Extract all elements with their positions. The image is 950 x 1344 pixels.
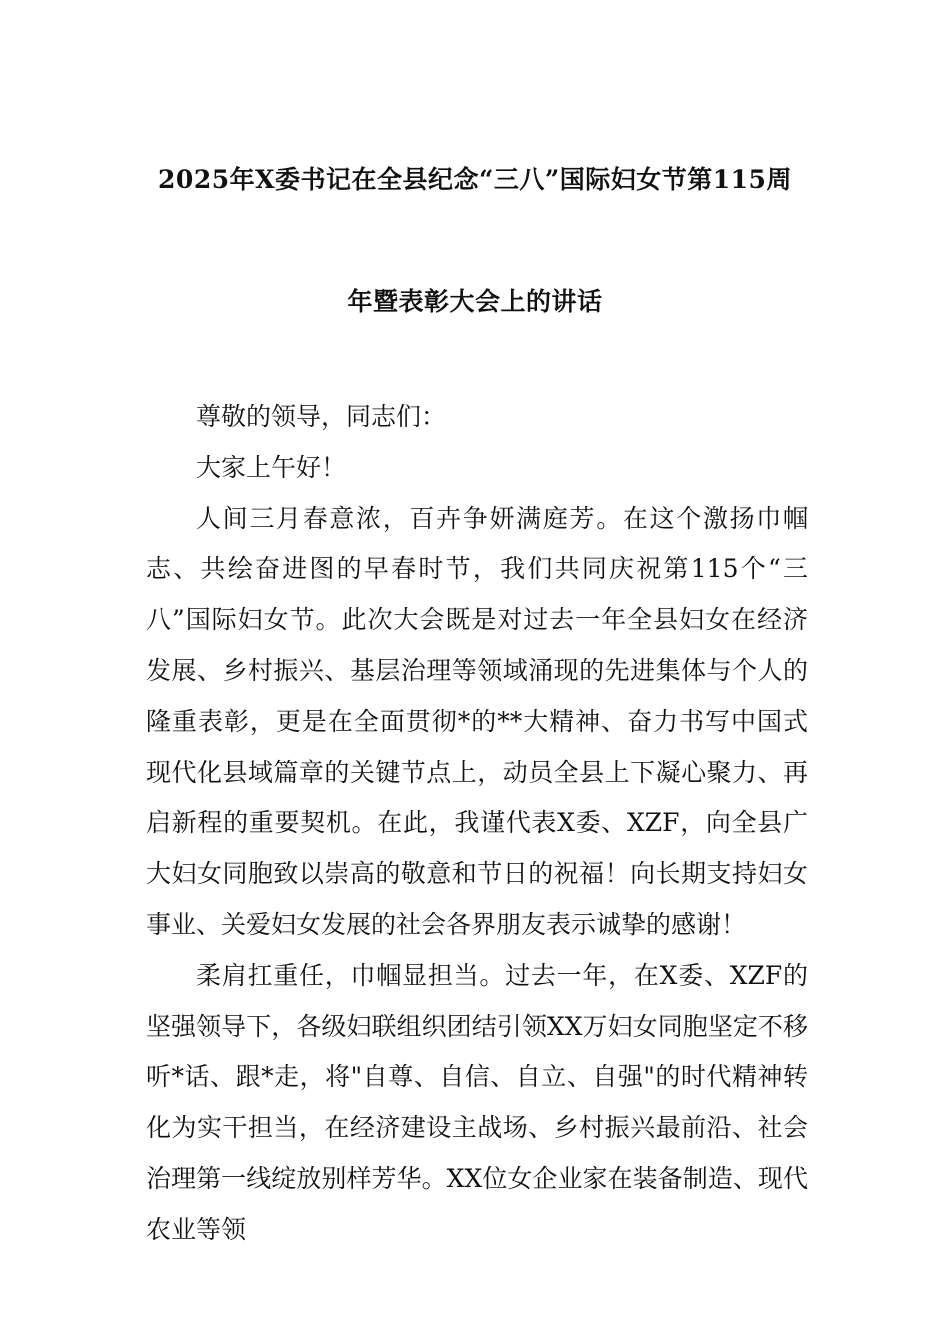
greeting: 大家上午好！ bbox=[196, 452, 347, 482]
paragraph-1: 人间三月春意浓，百卉争妍满庭芳。在这个激扬巾帼志、共绘奋进图的早春时节，我们共同庆祝第115个“三八”国际妇女节。此次大会既是对过去一年全县妇女在经济发展、乡村振兴、基层治理等领域涌现的先进集体与个人的隆重表彰，更是在全面贯彻*的**大精神、奋力书写中国式现代化县域篇章的关键节点上，动员全县上下凝心聚力、再启新程的重要契机。在此，我谨代表X委、XZF，向全县广大妇女同胞致以崇高的敬意和节日的祝福！向长期支持妇女事业、关爱妇女发展的社会各界朋友表示诚挚的感谢！ bbox=[146, 503, 808, 939]
salutation: 尊敬的领导，同志们： bbox=[196, 402, 447, 431]
document-body bbox=[146, 392, 808, 1256]
document-title-line-2: 年暨表彰大会上的讲话 bbox=[347, 287, 603, 316]
document-title-line-1: 2025年X委书记在全县纪念“三八”国际妇女节第115周 bbox=[158, 165, 792, 194]
paragraph-2: 柔肩扛重任，巾帼显担当。过去一年，在X委、XZF的坚强领导下，各级妇联组织团结引领XX万妇女同胞坚定不移听*话、跟*走，将"自尊、自信、自立、自强"的时代精神转化为实干担当，在经济建设主战场、乡村振兴最前沿、社会治理第一线绽放别样芳华。XX位女企业家在装备制造、现代农业等领 bbox=[146, 960, 808, 1244]
